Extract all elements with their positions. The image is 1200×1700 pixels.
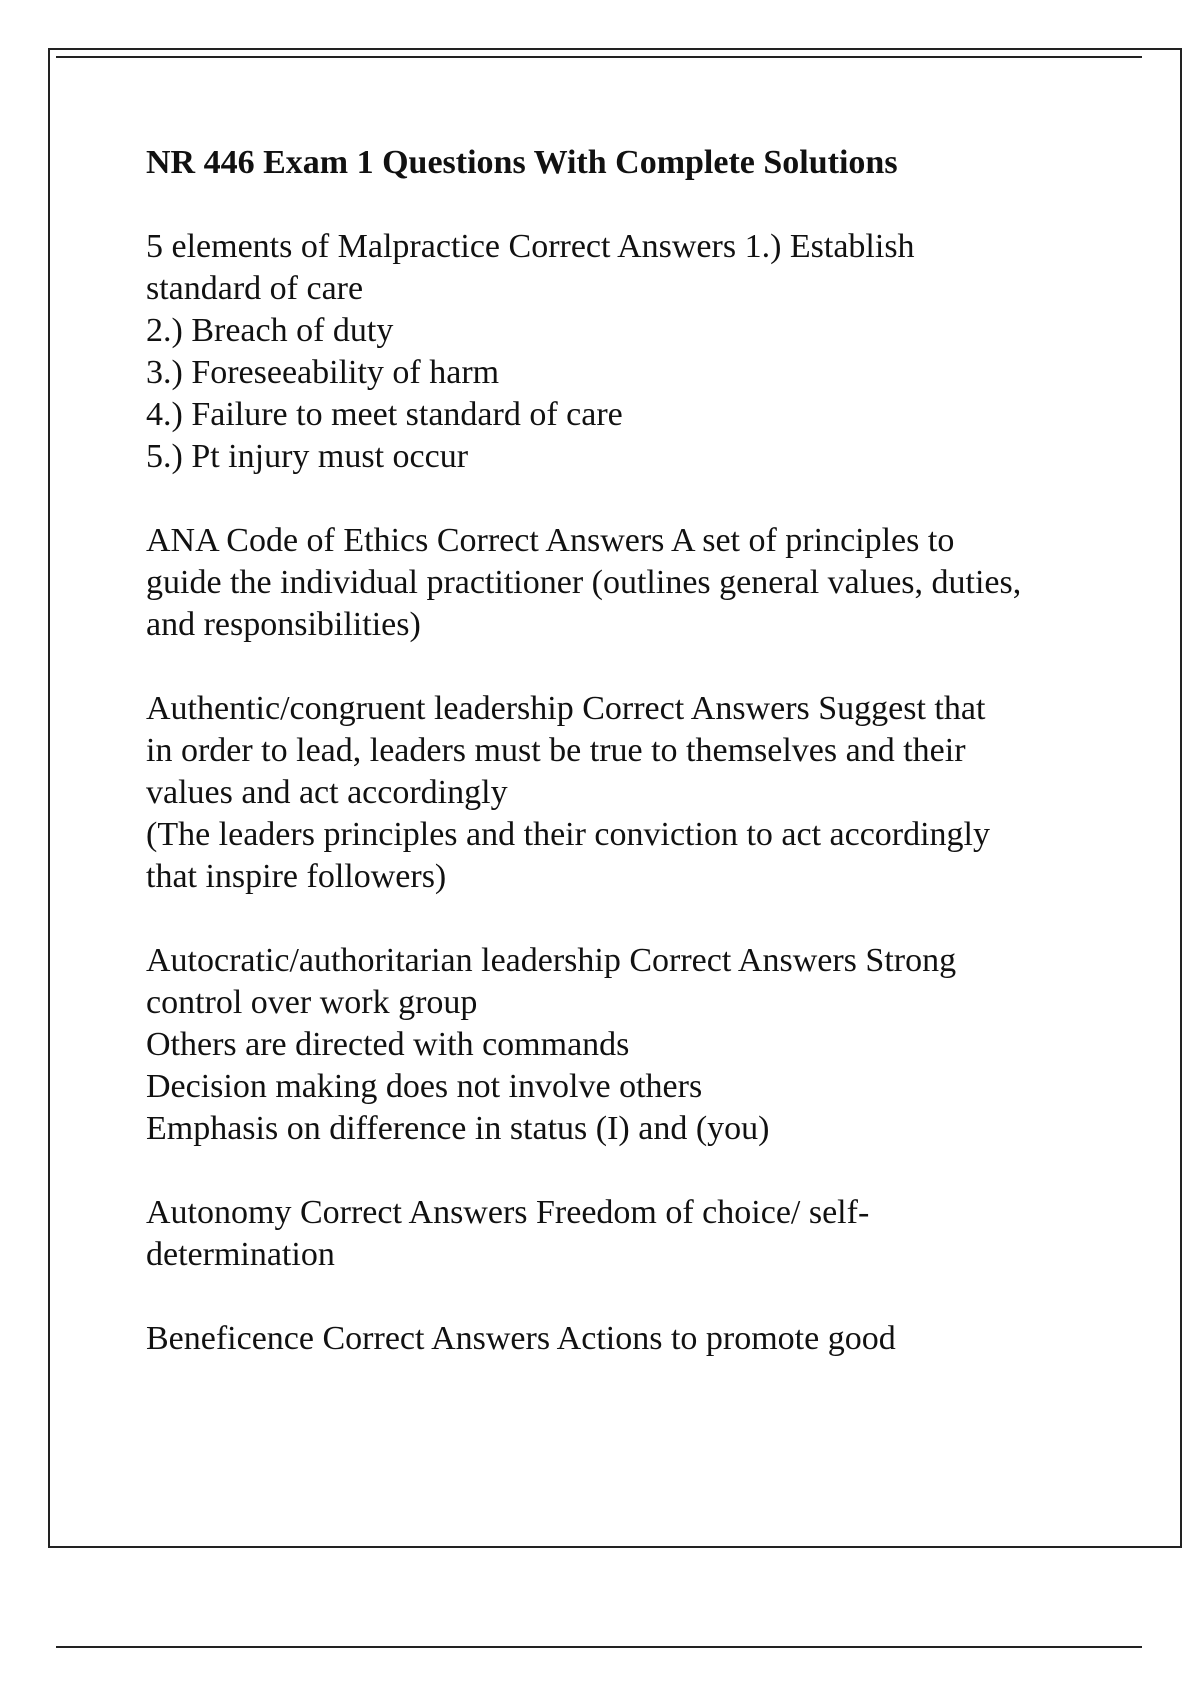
entry-line: 4.) Failure to meet standard of care [146, 396, 623, 433]
entry-line: 5 elements of Malpractice Correct Answers 1.) Establish [146, 228, 915, 265]
entry-autocratic-leadership [146, 940, 1096, 1150]
entry-line: Others are directed with commands [146, 1026, 630, 1063]
entry-line: guide the individual practitioner (outlines general values, duties, [146, 564, 1022, 601]
document-body [146, 142, 1096, 1402]
entry-autonomy [146, 1192, 1096, 1276]
entry-line: (The leaders principles and their conviction to act accordingly [146, 816, 991, 853]
entry-line: 5.) Pt injury must occur [146, 438, 469, 475]
entry-line: and responsibilities) [146, 606, 421, 643]
entry-authentic-leadership [146, 688, 1096, 898]
entry-line: values and act accordingly [146, 774, 508, 811]
entry-line: determination [146, 1236, 335, 1273]
bottom-rule-divider [56, 1646, 1142, 1648]
entry-line: control over work group [146, 984, 478, 1021]
document-title: NR 446 Exam 1 Questions With Complete Solutions [146, 144, 898, 181]
entry-line: standard of care [146, 270, 364, 307]
entry-line: Autonomy Correct Answers Freedom of choice/ self- [146, 1194, 870, 1231]
entry-ana-code-of-ethics [146, 520, 1096, 646]
entry-line: in order to lead, leaders must be true to themselves and their [146, 732, 966, 769]
top-rule-divider [56, 56, 1142, 58]
entry-line: 3.) Foreseeability of harm [146, 354, 500, 391]
entry-line: Authentic/congruent leadership Correct Answers Suggest that [146, 690, 986, 727]
entry-beneficence [146, 1318, 1096, 1360]
entry-malpractice [146, 226, 1096, 478]
entry-line: Decision making does not involve others [146, 1068, 703, 1105]
entry-line: ANA Code of Ethics Correct Answers A set of principles to [146, 522, 955, 559]
entry-line: Emphasis on difference in status (I) and (you) [146, 1110, 770, 1147]
entry-line: Beneficence Correct Answers Actions to promote good [146, 1320, 896, 1357]
entry-line: 2.) Breach of duty [146, 312, 394, 349]
entry-line: that inspire followers) [146, 858, 447, 895]
entry-line: Autocratic/authoritarian leadership Correct Answers Strong [146, 942, 957, 979]
